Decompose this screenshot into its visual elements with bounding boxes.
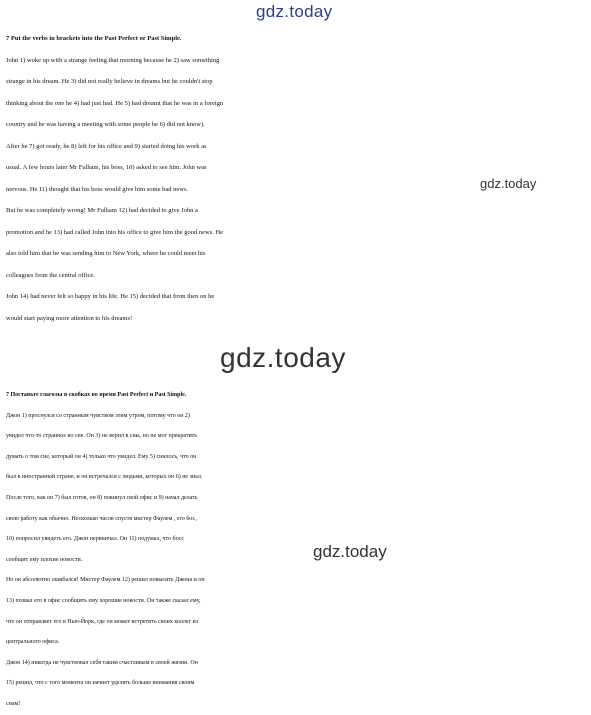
english-line: John 14) had never felt so happy in his life. He 15) decided that from then on he	[6, 293, 215, 300]
english-heading: 7 Put the verbs in brackets into the Past Perfect or Past Simple.	[6, 35, 182, 42]
english-line: After he 7) got ready, he 8) left for his office and 9) started doing his work as	[6, 142, 207, 150]
russian-line: увидел что-то странное во сне. Он 3) не верил в сны, но не мог прекратить	[6, 433, 198, 440]
russian-line: После того, как он 7) был готов, он 8) покинул свой офис и 9) начал делать	[6, 494, 198, 501]
watermark-right: gdz.today	[480, 176, 537, 191]
english-line: would start paying more attention to his dreams!	[6, 314, 133, 322]
russian-line: 13) позвал его в офис сообщить ему хорошие новости. Он также сказал ему,	[6, 597, 201, 604]
russian-line: что он отправляет его в Нью-Йорк, где он может встретить своих коллег из	[6, 618, 199, 625]
russian-line: был в иностранной стране, и он встречался с людьми, которых он 6) не знал.	[6, 474, 203, 481]
russian-line: снам!	[6, 700, 21, 707]
russian-line: думать о том сне, который он 4) только что увидел. Ему 5) снилось, что он	[6, 453, 197, 460]
russian-line: Но он абсолютно ошибался! Мистер Фаулем 12) решил повысить Джона и он	[6, 577, 205, 584]
english-line: colleagues from the central office.	[6, 271, 95, 279]
english-line: country and he was having a meeting with some people he 6) did not know).	[6, 121, 205, 128]
russian-line: Джон 14) никогда не чувствовал себя таким счастливым в своей жизни. Он	[6, 659, 198, 666]
english-line: nervous. He 11) thought that his boss would give him some bad news.	[6, 185, 189, 193]
russian-line: сообщит ему плохие новости.	[6, 556, 83, 563]
russian-translation	[6, 385, 591, 715]
watermark-middle: gdz.today	[220, 342, 346, 373]
watermark-top: gdz.today	[256, 2, 333, 21]
english-exercise	[6, 28, 591, 329]
russian-line: 15) решил, что с того момента он начнет уделять больше внимания своим	[6, 680, 195, 687]
english-line: also told him that he was sending him to New York, where he could meet his	[6, 250, 206, 257]
english-line: John 1) woke up with a strange feeling that morning because he 2) saw something	[6, 56, 220, 64]
english-line: strange in his dream. He 3) did not really believe in dreams but he couldn't stop	[6, 78, 213, 85]
russian-heading: 7 Поставьте глаголы в скобках во время Past Perfect и Past Simple.	[6, 392, 187, 398]
russian-line: свою работу как обычно. Несколько часов спустя мистер Фаулем , его бос,	[6, 515, 197, 522]
russian-line: Джон 1) проснулся со странным чувством этим утром, потому что он 2)	[6, 412, 190, 419]
russian-line: центрального офиса.	[6, 639, 60, 646]
watermark-lower: gdz.today	[313, 542, 387, 561]
english-line: usual. A few hours later Mr Fulham, his boss, 10) asked to see him. John was	[6, 164, 207, 171]
english-line: But he was completely wrong! Mr Fulham 12) had decided to give John a	[6, 207, 198, 214]
english-line: thinking about the one he 4) had just had. He 5) had dreamt that he was in a foreign	[6, 99, 224, 107]
russian-line: 10) попросил увидеть его. Джон нервничал. Он 11) подумал, что босс	[6, 536, 185, 543]
english-line: promotion and he 13) had called John into his office to give him the good news. He	[6, 228, 224, 236]
